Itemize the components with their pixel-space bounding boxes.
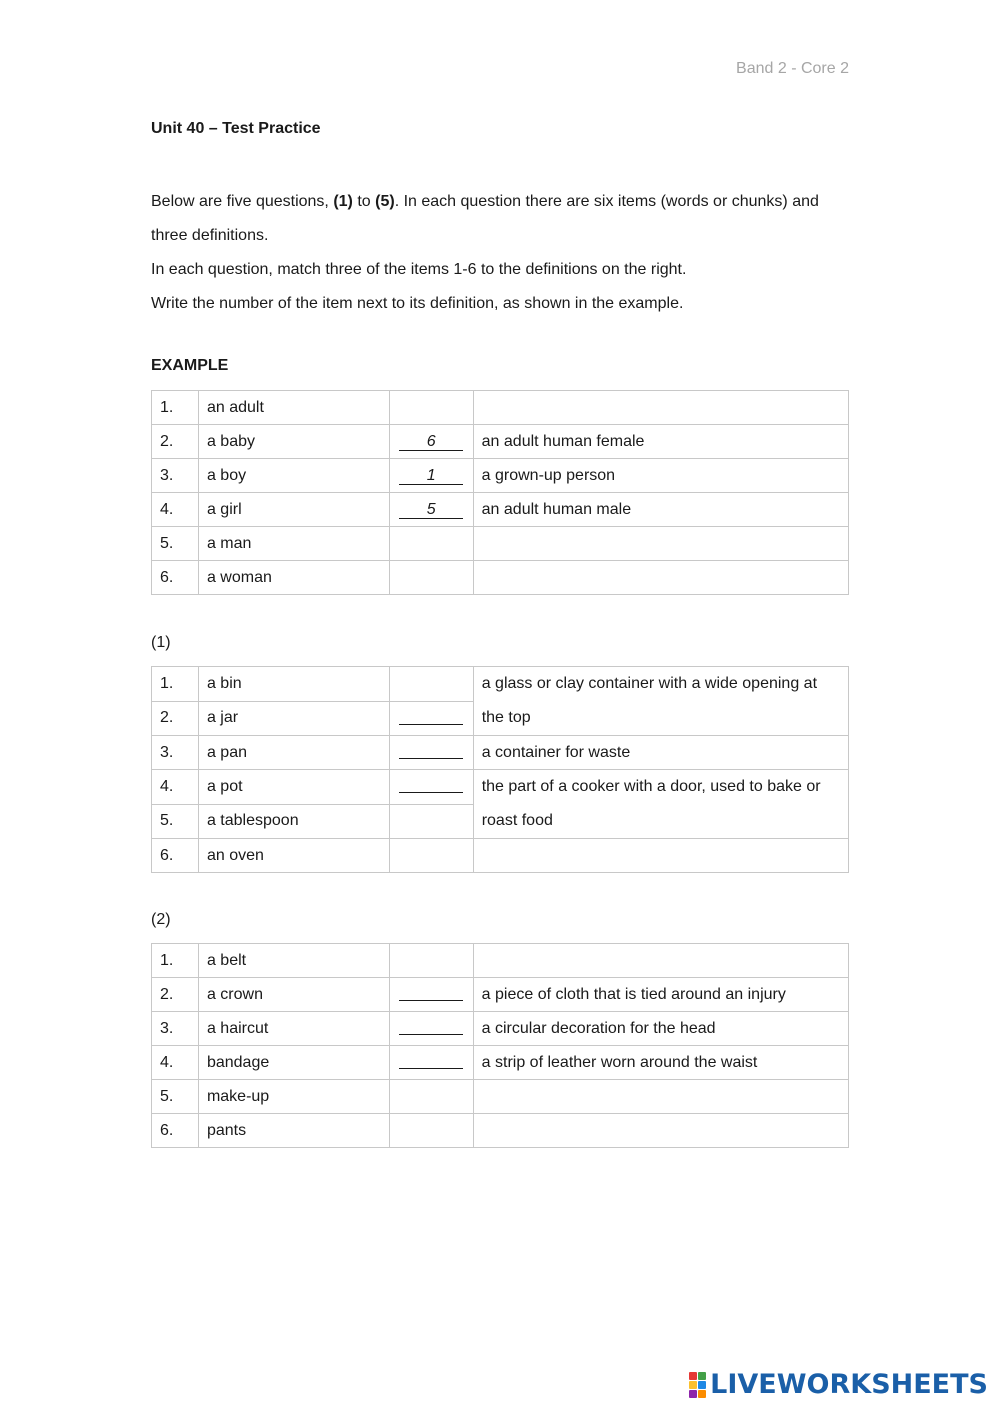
table-row: 6. an oven (152, 839, 849, 873)
q1-answer-blank-1[interactable] (399, 707, 463, 725)
instruction-line-2: In each question, match three of the items 1-6 to the definitions on the right. (151, 261, 687, 278)
table-row: 2. a jar (152, 701, 849, 736)
header-band-label: Band 2 - Core 2 (736, 60, 849, 77)
logo-text: LIVEWORKSHEETS (710, 1369, 988, 1400)
instructions (151, 185, 851, 321)
q2-answer-blank-1[interactable] (399, 983, 463, 1001)
table-row: 3. a haircut a circular decoration for the head (152, 1012, 849, 1046)
example-label: EXAMPLE (151, 357, 229, 374)
table-row: 6. a woman (152, 561, 849, 595)
question-1-label: (1) (151, 634, 171, 651)
question-2-table (151, 943, 849, 1148)
table-row: 6. pants (152, 1114, 849, 1148)
table-row: 4. a girl 5 an adult human male (152, 493, 849, 527)
q2-answer-blank-3[interactable] (399, 1051, 463, 1069)
question-1-table (151, 666, 849, 873)
q1-answer-blank-3[interactable] (399, 775, 463, 793)
example-answer-3: 5 (399, 501, 463, 519)
table-row: 5. a man (152, 527, 849, 561)
example-table (151, 390, 849, 595)
q2-answer-blank-2[interactable] (399, 1017, 463, 1035)
table-row: 3. a boy 1 a grown-up person (152, 459, 849, 493)
liveworksheets-mark-icon (689, 1372, 706, 1398)
table-row: 5. make-up (152, 1080, 849, 1114)
table-row: 1. an adult (152, 391, 849, 425)
liveworksheets-logo (689, 1369, 988, 1400)
table-row: 5. a tablespoon (152, 804, 849, 839)
instruction-line-3: Write the number of the item next to its definition, as shown in the example. (151, 295, 684, 312)
table-row: 3. a pan a container for waste (152, 736, 849, 770)
table-row: 1. a bin a glass or clay container with a wide opening at the top (152, 667, 849, 702)
example-answer-2: 1 (399, 467, 463, 485)
q1-answer-blank-2[interactable] (399, 741, 463, 759)
page-title: Unit 40 – Test Practice (151, 120, 321, 137)
table-row: 4. a pot the part of a cooker with a door, used to bake or roast food (152, 770, 849, 805)
table-row: 2. a crown a piece of cloth that is tied around an injury (152, 978, 849, 1012)
table-row: 2. a baby 6 an adult human female (152, 425, 849, 459)
instruction-line-1: Below are five questions, (1) to (5). In each question there are six items (words or chunks) and three definitions. (151, 193, 819, 244)
table-row: 4. bandage a strip of leather worn around the waist (152, 1046, 849, 1080)
table-row: 1. a belt (152, 944, 849, 978)
example-answer-1: 6 (399, 433, 463, 451)
question-2-label: (2) (151, 911, 171, 928)
